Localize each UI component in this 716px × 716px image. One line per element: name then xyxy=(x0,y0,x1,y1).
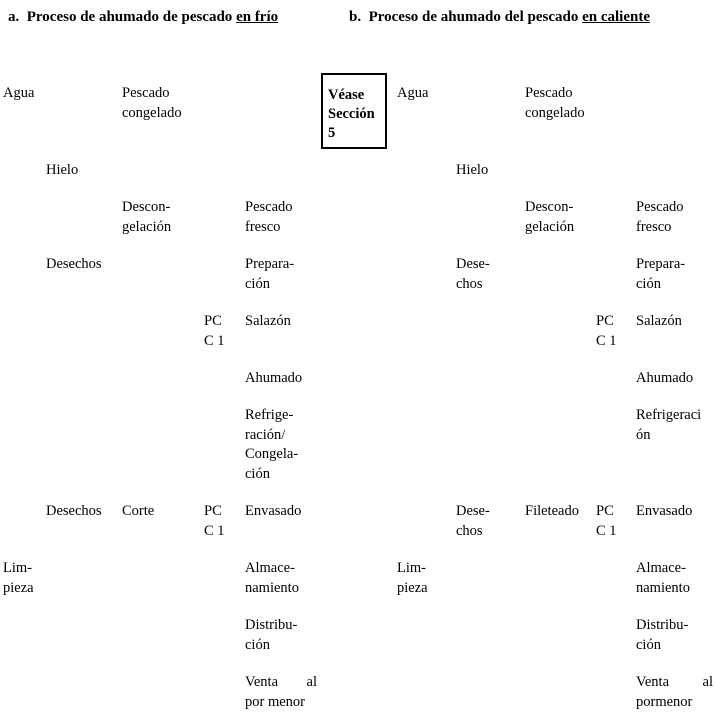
b-fresh-fish xyxy=(636,198,684,237)
b-preparation xyxy=(636,255,685,294)
a-refrigeration-l3: Congela- xyxy=(245,446,299,462)
a-packaging: Envasado xyxy=(245,503,302,519)
b-waste-1-l1: Dese- xyxy=(456,256,490,272)
box-line-3: 5 xyxy=(328,125,336,141)
b-distribution-l2: ción xyxy=(636,636,661,653)
a-ccp-2-l2: C 1 xyxy=(204,522,225,539)
a-cleaning-l1: Lim- xyxy=(3,560,32,576)
b-ccp-2 xyxy=(596,502,617,541)
b-frozen-fish-l2: congelado xyxy=(525,104,585,121)
box-line-1: Véase xyxy=(328,87,365,103)
b-waste-2-l2: chos xyxy=(456,522,483,539)
box-line-2: Sección xyxy=(328,106,375,122)
b-storage xyxy=(636,559,690,598)
a-ccp-1 xyxy=(204,312,225,351)
a-refrigeration-l1: Refrige- xyxy=(245,407,294,423)
b-thawing-l1: Descon- xyxy=(525,199,574,215)
a-waste-1: Desechos xyxy=(46,256,102,272)
a-frozen-fish-l2: congelado xyxy=(122,104,182,121)
a-ccp-2-l1: PC xyxy=(204,503,222,519)
a-cutting: Corte xyxy=(122,503,155,519)
a-retail-l1 xyxy=(245,673,317,693)
a-distribution-l2: ción xyxy=(245,636,270,653)
a-ccp-2 xyxy=(204,502,225,541)
b-retail-word-2: al xyxy=(702,674,713,690)
a-retail-l2: por menor xyxy=(245,693,305,710)
a-preparation-l1: Prepara- xyxy=(245,256,295,272)
a-distribution xyxy=(245,616,297,655)
a-ccp-1-l1: PC xyxy=(204,313,222,329)
a-refrigeration xyxy=(245,406,298,484)
b-thawing xyxy=(525,198,574,237)
a-waste-2: Desechos xyxy=(46,503,102,519)
b-waste-1 xyxy=(456,255,490,294)
b-refrigeration-l1: Refrigeraci xyxy=(636,407,702,423)
b-packaging: Envasado xyxy=(636,503,693,519)
a-smoking: Ahumado xyxy=(245,370,303,386)
b-retail-l1 xyxy=(636,673,713,693)
b-ccp-1 xyxy=(596,312,617,351)
b-distribution xyxy=(636,616,688,655)
b-retail xyxy=(636,673,713,712)
b-frozen-fish xyxy=(525,84,585,123)
a-storage-l2: namiento xyxy=(245,579,299,596)
a-storage xyxy=(245,559,299,598)
b-ccp-1-l2: C 1 xyxy=(596,332,617,349)
a-thawing-l2: gelación xyxy=(122,218,172,235)
heading-b-prefix: b. Proceso de ahumado del pescado xyxy=(349,9,583,25)
a-cleaning xyxy=(3,559,34,598)
b-cleaning-l1: Lim- xyxy=(397,560,426,576)
see-section-box xyxy=(321,73,387,149)
a-frozen-fish xyxy=(122,84,182,123)
b-ccp-2-l2: C 1 xyxy=(596,522,617,539)
heading-hot-smoking xyxy=(349,8,650,28)
b-storage-l1: Almace- xyxy=(636,560,686,576)
heading-a-underlined: en frío xyxy=(236,9,279,25)
b-salting: Salazón xyxy=(636,313,682,329)
b-distribution-l1: Distribu- xyxy=(636,617,689,633)
b-preparation-l2: ción xyxy=(636,275,661,292)
b-refrigeration xyxy=(636,406,701,445)
heading-b-underlined: en caliente xyxy=(582,9,650,25)
b-ccp-2-l1: PC xyxy=(596,503,614,519)
a-thawing-l1: Descon- xyxy=(122,199,171,215)
heading-cold-smoking xyxy=(8,8,278,28)
a-salting: Salazón xyxy=(245,313,291,329)
a-fresh-fish-l2: fresco xyxy=(245,218,281,235)
a-fresh-fish xyxy=(245,198,293,237)
a-retail-word-2: al xyxy=(306,674,317,690)
a-frozen-fish-l1: Pescado xyxy=(122,85,170,101)
b-waste-1-l2: chos xyxy=(456,275,483,292)
a-water: Agua xyxy=(3,85,35,101)
b-fresh-fish-l2: fresco xyxy=(636,218,672,235)
b-waste-2 xyxy=(456,502,490,541)
b-frozen-fish-l1: Pescado xyxy=(525,85,573,101)
a-distribution-l1: Distribu- xyxy=(245,617,298,633)
heading-a-prefix: a. Proceso de ahumado de pescado xyxy=(8,9,237,25)
b-retail-l2: pormenor xyxy=(636,693,693,710)
a-refrigeration-l4: ción xyxy=(245,465,270,482)
b-preparation-l1: Prepara- xyxy=(636,256,686,272)
a-thawing xyxy=(122,198,171,237)
b-retail-word-1: Venta xyxy=(636,674,670,690)
b-waste-2-l1: Dese- xyxy=(456,503,490,519)
b-thawing-l2: gelación xyxy=(525,218,575,235)
b-water: Agua xyxy=(397,85,429,101)
a-storage-l1: Almace- xyxy=(245,560,295,576)
a-ice: Hielo xyxy=(46,162,79,178)
b-ccp-1-l1: PC xyxy=(596,313,614,329)
b-fresh-fish-l1: Pescado xyxy=(636,199,684,215)
a-ccp-1-l2: C 1 xyxy=(204,332,225,349)
b-filleting: Fileteado xyxy=(525,503,579,519)
b-cleaning xyxy=(397,559,428,598)
a-refrigeration-l2: ración/ xyxy=(245,426,286,443)
b-ice: Hielo xyxy=(456,162,489,178)
a-retail xyxy=(245,673,317,712)
b-storage-l2: namiento xyxy=(636,579,690,596)
a-preparation-l2: ción xyxy=(245,275,270,292)
a-retail-word-1: Venta xyxy=(245,674,279,690)
a-cleaning-l2: pieza xyxy=(3,579,34,596)
b-smoking: Ahumado xyxy=(636,370,694,386)
a-fresh-fish-l1: Pescado xyxy=(245,199,293,215)
b-refrigeration-l2: ón xyxy=(636,426,651,443)
b-cleaning-l2: pieza xyxy=(397,579,428,596)
a-preparation xyxy=(245,255,294,294)
